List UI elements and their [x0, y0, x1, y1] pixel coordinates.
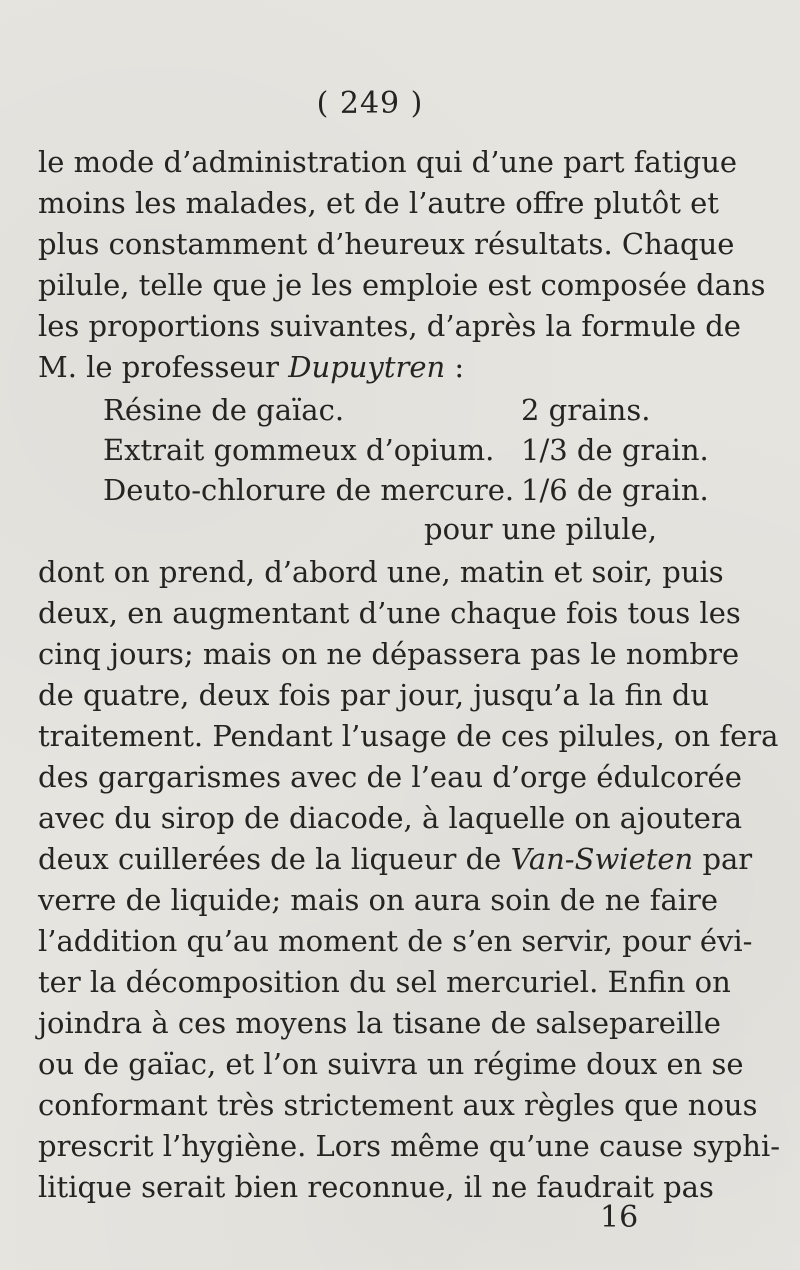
- text-line: l’addition qu’au moment de s’en servir, pour évi-: [38, 924, 753, 958]
- text-line: plus constamment d’heureux résultats. Chaque: [38, 227, 735, 261]
- ingredient-name: Deuto-chlorure de mercure.: [103, 473, 515, 507]
- formula-row: [103, 390, 703, 430]
- text-line: ou de gaïac, et l’on suivra un régime doux en se: [38, 1047, 744, 1081]
- text-line: cinq jours; mais on ne dépassera pas le nombre: [38, 637, 740, 671]
- paragraph-dosage: [38, 552, 781, 1208]
- text-line: deux, en augmentant d’une chaque fois tous les: [38, 596, 741, 630]
- ingredient-dose: 2 grains.: [521, 393, 651, 427]
- paragraph-intro: [38, 142, 766, 388]
- ingredient-dose: 1/3 de grain.: [521, 433, 709, 467]
- ingredient-name: Extrait gommeux d’opium.: [103, 433, 495, 467]
- formula-row: [103, 430, 709, 470]
- formula-row: [103, 470, 709, 510]
- text-line: conformant très strictement aux règles que nous: [38, 1088, 758, 1122]
- text-line: litique serait bien reconnue, il ne faudrait pas: [38, 1170, 714, 1204]
- prescription-formula: [103, 390, 709, 510]
- text-line: avec du sirop de diacode, à laquelle on ajoutera: [38, 801, 743, 835]
- text-fragment: deux cuillerées de la liqueur de: [38, 842, 511, 876]
- text-line: [38, 839, 753, 880]
- text-line: des gargarismes avec de l’eau d’orge édulcorée: [38, 760, 742, 794]
- ingredient-name: Résine de gaïac.: [103, 393, 345, 427]
- text-line: [38, 347, 700, 388]
- per-pill-note: pour une pilule,: [424, 512, 657, 546]
- text-line: les proportions suivantes, d’après la formule de: [38, 309, 741, 343]
- text-line: joindra à ces moyens la tisane de salsepareille: [38, 1006, 721, 1040]
- page-number: ( 249 ): [316, 86, 424, 121]
- author-name: Dupuytren: [288, 350, 446, 384]
- text-line: le mode d’administration qui d’une part fatigue: [38, 145, 738, 179]
- ingredient-dose: 1/6 de grain.: [521, 473, 709, 507]
- liqueur-name: Van-Swieten: [510, 842, 694, 876]
- text-fragment: par: [693, 842, 753, 876]
- text-line: traitement. Pendant l’usage de ces pilules, on fera: [38, 719, 779, 753]
- text-line: dont on prend, d’abord une, matin et soir, puis: [38, 555, 724, 589]
- text-line: pilule, telle que je les emploie est composée dans: [38, 268, 766, 302]
- text-line: prescrit l’hygiène. Lors même qu’une cause syphi-: [38, 1129, 781, 1163]
- text-line: ter la décomposition du sel mercuriel. Enfin on: [38, 965, 731, 999]
- text-line: de quatre, deux fois par jour, jusqu’a la fin du: [38, 678, 710, 712]
- text-line: moins les malades, et de l’autre offre plutôt et: [38, 186, 719, 220]
- text-fragment: M. le professeur: [38, 350, 289, 384]
- signature-mark: 16: [600, 1200, 639, 1235]
- text-line: verre de liquide; mais on aura soin de ne faire: [38, 883, 719, 917]
- text-fragment: :: [445, 350, 465, 384]
